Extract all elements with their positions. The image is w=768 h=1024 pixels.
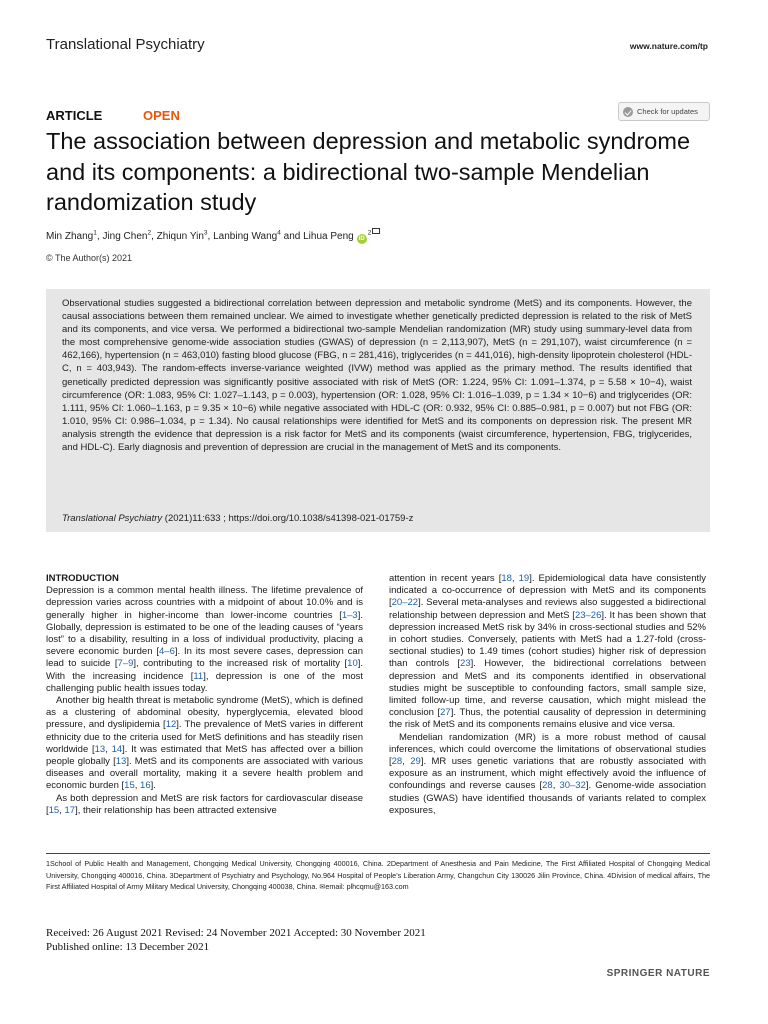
reference-link[interactable]: 18	[501, 573, 512, 584]
reference-link[interactable]: 1–3	[341, 609, 358, 621]
reference-link[interactable]: 28	[391, 756, 403, 768]
author-affiliation: 2	[147, 229, 152, 237]
section-heading: INTRODUCTION	[46, 573, 119, 584]
author-name[interactable]: Zhiqun Yin	[156, 231, 204, 242]
reference-link[interactable]: 15	[124, 780, 135, 792]
article-title: The association between depression and metabolic syndrome and its components: a bidirectional two-sample Mendelian randomization study	[46, 128, 691, 215]
body-paragraph: Depression is a common mental health illness. The lifetime prevalence of depression varies across countries with a midpoint of about 10.0% and is generally higher in higher-income than lower-income countries [1–3]. Globally, depression is estimated to be one of the leading causes of “years lost” to a disability, resulting in a loss of individual productivity, placing a severe economic burden [4–6]. In its most severe cases, depression can lead to suicide [7–9], contributing to the increased risk of mortality [10]. With the increasing incidence [11], depression is one of the most challenging public health issues today.	[46, 585, 364, 694]
reference-link[interactable]: 10	[347, 658, 358, 670]
reference-link[interactable]: 27	[440, 707, 451, 719]
body-paragraph: Another big health threat is metabolic syndrome (MetS), which is defined as a clustering of abdominal obesity, hyperglycemia, elevated blood pressure, and dyslipidemia [12]. The prevalence of MetS varies in different ethnicity due to the criteria used for MetS definitions and has steadily risen worldwide [13, 14]. It was estimated that MetS has affected over a billion people globally [13]. MetS and its components are associated with various diseases and overall mortality, making it a severe health problem and economic burden [15, 16].	[46, 695, 364, 792]
footnote-divider	[46, 853, 710, 854]
author-affiliation: 1	[93, 229, 97, 237]
orcid-icon[interactable]: iD	[358, 236, 365, 242]
author-name[interactable]: Jing Chen	[102, 231, 148, 242]
body-column-left	[46, 573, 363, 817]
author-affiliation: 3	[203, 229, 208, 237]
reference-link[interactable]: 19	[518, 573, 530, 584]
received-revised-accepted: Received: 26 August 2021 Revised: 24 November 2021 Accepted: 30 November 2021	[46, 927, 426, 939]
article-type-row	[46, 107, 710, 125]
reference-link[interactable]: 30–32	[559, 780, 586, 792]
reference-link[interactable]: 12	[165, 719, 177, 731]
email-icon[interactable]	[372, 228, 380, 234]
reference-link[interactable]: 4–6	[159, 646, 175, 658]
journal-website[interactable]: www.nature.com/tp	[629, 41, 708, 51]
body-paragraph: Mendelian randomization (MR) is a more robust method of causal inferences, which could overcome the limitations of observational studies [28, 29]. MR uses genetic variations that are robustly associated with exposure as an instrument, which might effectively avoid the influence of confoundings and reverse causes [28, 30–32]. Genome-wide association studies (GWAS) have identified thousands of variants related to complex exposures,	[389, 731, 706, 816]
body-paragraph: As both depression and MetS are risk factors for cardiovascular disease [15, 17], their relationship has been attracted extensive	[46, 792, 363, 816]
citation-line	[62, 513, 413, 524]
open-access-label: OPEN	[143, 108, 180, 123]
reference-link[interactable]: 28	[542, 780, 553, 792]
reference-link[interactable]: 14	[111, 743, 123, 755]
body-paragraph: attention in recent years [18, 19]. Epidemiological data have consistently indicated a co-occurrence of depression with MetS and its components [20–22]. Several meta-analyses and reviews also suggested a bidirectional relationship between depression and MetS [23–26]. It has been shown that depression increased MetS risk by 34% in cross-sectional studies and 52% in cohort studies. Conversely, patients with MetS had a 1.27-fold (cross-sectional studies) to 1.49 times (cohort studies) higher risk of depression than controls [23]. However, the bidirectional correlations between depression and MetS and its components identified in observational studies might be susceptible to confounding factors, small sample size, limited follow-up time, and reverse causation, which might mislead the conclusion [27]. Thus, the potential causality of depression in determining the risk of MetS and its components remains elusive and vice versa.	[389, 573, 706, 731]
check-updates-icon	[623, 107, 633, 117]
published-online: Published online: 13 December 2021	[46, 941, 210, 953]
author-name[interactable]: Lanbing Wang	[213, 231, 278, 242]
check-for-updates-button[interactable]	[618, 102, 710, 121]
author-name[interactable]: Lihua Peng	[303, 231, 354, 242]
body-column-right	[389, 573, 706, 817]
reference-link[interactable]: 23	[460, 658, 471, 670]
copyright-notice: © The Author(s) 2021	[46, 253, 133, 263]
reference-link[interactable]: 17	[64, 804, 76, 816]
reference-link[interactable]: 7–9	[117, 658, 134, 670]
abstract-text: Observational studies suggested a bidirectional correlation between depression and metabolic syndrome (MetS) and its components. However, the causal associations between them remained unclear. We aimed to investigate whether genetically predicted depression is related to the risk of MetS and its components, and vice versa. We performed a bidirectional two-sample Mendelian randomization (MR) study using summary-level data from the most comprehensive genome-wide association studies (GWAS) of depression (n = 2,113,907), MetS (n = 291,107), waist circumference (n = 462,166), hypertension (n = 463,010) fasting blood glucose (FBG, n = 281,416), triglycerides (n = 441,016), high-density lipoprotein cholesterol (HDL-C, n = 403,943). The random-effects inverse-variance weighted (IVW) method was applied as the primary method. The results identified that genetically predicted depression was significantly positive associated with risk of MetS (OR: 1.224, 95% CI: 1.091–1.374, p = 5.58 × 10−4), waist circumference (OR: 1.083, 95% CI: 1.027–1.143, p = 0.003), hypertension (OR: 1.028, 95% CI: 1.016–1.039, p = 1.34 × 10−6) and triglycerides (OR: 1.111, 95% CI: 1.060–1.163, p = 9.35 × 10−6) while negative associated with HDL-C (OR: 0.932, 95% CI: 0.885–0.981, p = 0.007) but not FBG (OR: 1.010, 95% CI: 0.986–1.034, p = 1.34). No causal relationships were identified for MetS and its components on depression risk. The present MR analysis strength the evidence that depression is a risk factor for MetS and its components (waist circumference, hypertension, FBG, triglycerides, and HDL-C). Early diagnosis and prevention of depression are crucial in the management of MetS and its components.	[62, 298, 692, 454]
author-name[interactable]: Min Zhang	[46, 231, 94, 242]
author-list: Min Zhang$^1$, Jing Chen$^2$, Zhiqun Yin$^3$, Lanbing Wang$^4$ and Lihua Peng $iD^2$	[46, 228, 380, 244]
reference-link[interactable]: 15	[48, 804, 60, 816]
journal-name: Translational Psychiatry	[46, 36, 205, 53]
publisher-logo: SPRINGER NATURE	[606, 968, 710, 979]
reference-link[interactable]: 11	[193, 670, 204, 682]
author-affiliation: 4	[277, 229, 281, 237]
citation-doi[interactable]: (2021)11:633 ; https://doi.org/10.1038/s41398-021-01759-z	[162, 513, 414, 524]
citation-journal: Translational Psychiatry	[62, 513, 163, 524]
article-type: ARTICLE	[46, 108, 103, 123]
reference-link[interactable]: 13	[94, 743, 106, 755]
publication-dates	[46, 926, 426, 954]
reference-link[interactable]: 16	[140, 780, 151, 792]
reference-link[interactable]: 13	[115, 756, 127, 768]
author-affiliation: 2	[367, 229, 372, 237]
reference-link[interactable]: 23–26	[574, 609, 602, 621]
abstract-panel	[46, 289, 710, 532]
affiliations-footnote: 1School of Public Health and Management, Chongqing Medical University, Chongqing 400016, China. 2Department of Anesthesia and Pain Medicine, The First Affiliated Hospital of Chongqing Medical University, Chongqing 400016, China. 3Department of Psychiatry and Psychology, No.964 Hospital of People’s Liberation Army, Changchun City 130026 Jilin Province, China. 4Division of medical affairs, The First Affiliated Hospital of Army Military Medical University, Chongqing 400038, China. ✉email: plhcqmu@163.com	[46, 859, 710, 891]
check-updates-label: Check for updates	[637, 107, 698, 116]
reference-link[interactable]: 29	[410, 756, 421, 768]
reference-link[interactable]: 20–22	[391, 597, 419, 609]
